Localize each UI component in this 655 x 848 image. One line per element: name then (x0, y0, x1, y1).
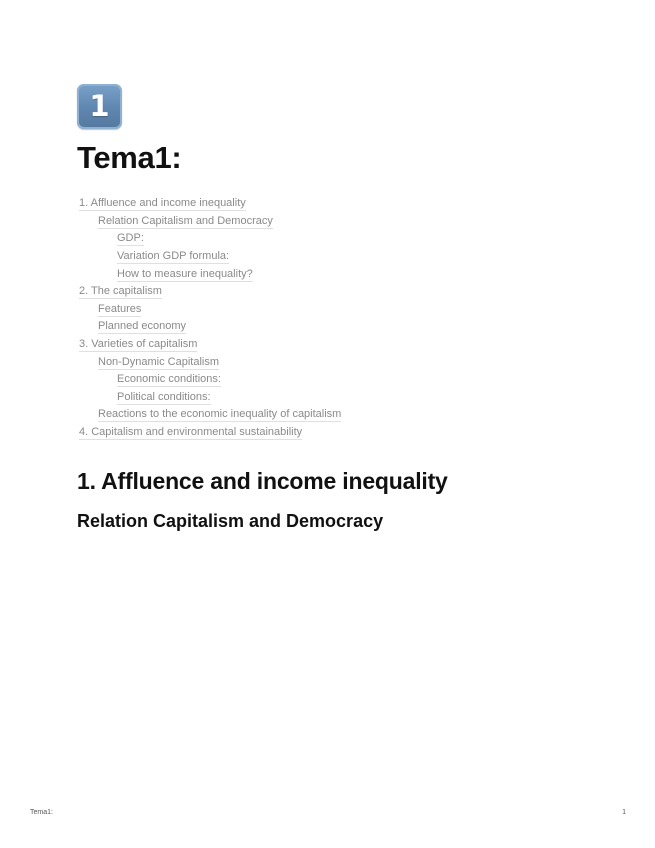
toc-item[interactable]: Planned economy (98, 320, 187, 333)
keycap-glyph: 1 (89, 89, 110, 123)
section-heading: 1. Affluence and income inequality (77, 467, 448, 494)
keycap-1-icon (77, 84, 122, 129)
toc-item[interactable]: Economic conditions: (117, 373, 221, 386)
toc-item[interactable]: GDP: (117, 232, 144, 245)
toc-item[interactable]: Political conditions: (117, 390, 211, 403)
toc-item[interactable]: Variation GDP formula: (117, 249, 230, 262)
toc-item[interactable]: Non-Dynamic Capitalism (98, 355, 220, 368)
table-of-contents (77, 195, 597, 441)
toc-item[interactable]: 4. Capitalism and environmental sustainability (79, 425, 303, 438)
page-title: Tema1: (77, 140, 182, 175)
toc-item[interactable]: 3. Varieties of capitalism (79, 337, 198, 350)
toc-item[interactable]: 2. The capitalism (79, 285, 162, 298)
toc-item[interactable]: 1. Affluence and income inequality (79, 197, 246, 210)
document-page (77, 84, 597, 533)
toc-item[interactable]: Features (98, 302, 142, 315)
page-number: 1 (622, 809, 626, 816)
subsection-heading: Relation Capitalism and Democracy (77, 511, 384, 532)
toc-item[interactable]: How to measure inequality? (117, 267, 253, 280)
toc-item[interactable]: Reactions to the economic inequality of capitalism (98, 408, 342, 421)
toc-item[interactable]: Relation Capitalism and Democracy (98, 214, 273, 227)
footer-title: Tema1: (30, 809, 53, 816)
